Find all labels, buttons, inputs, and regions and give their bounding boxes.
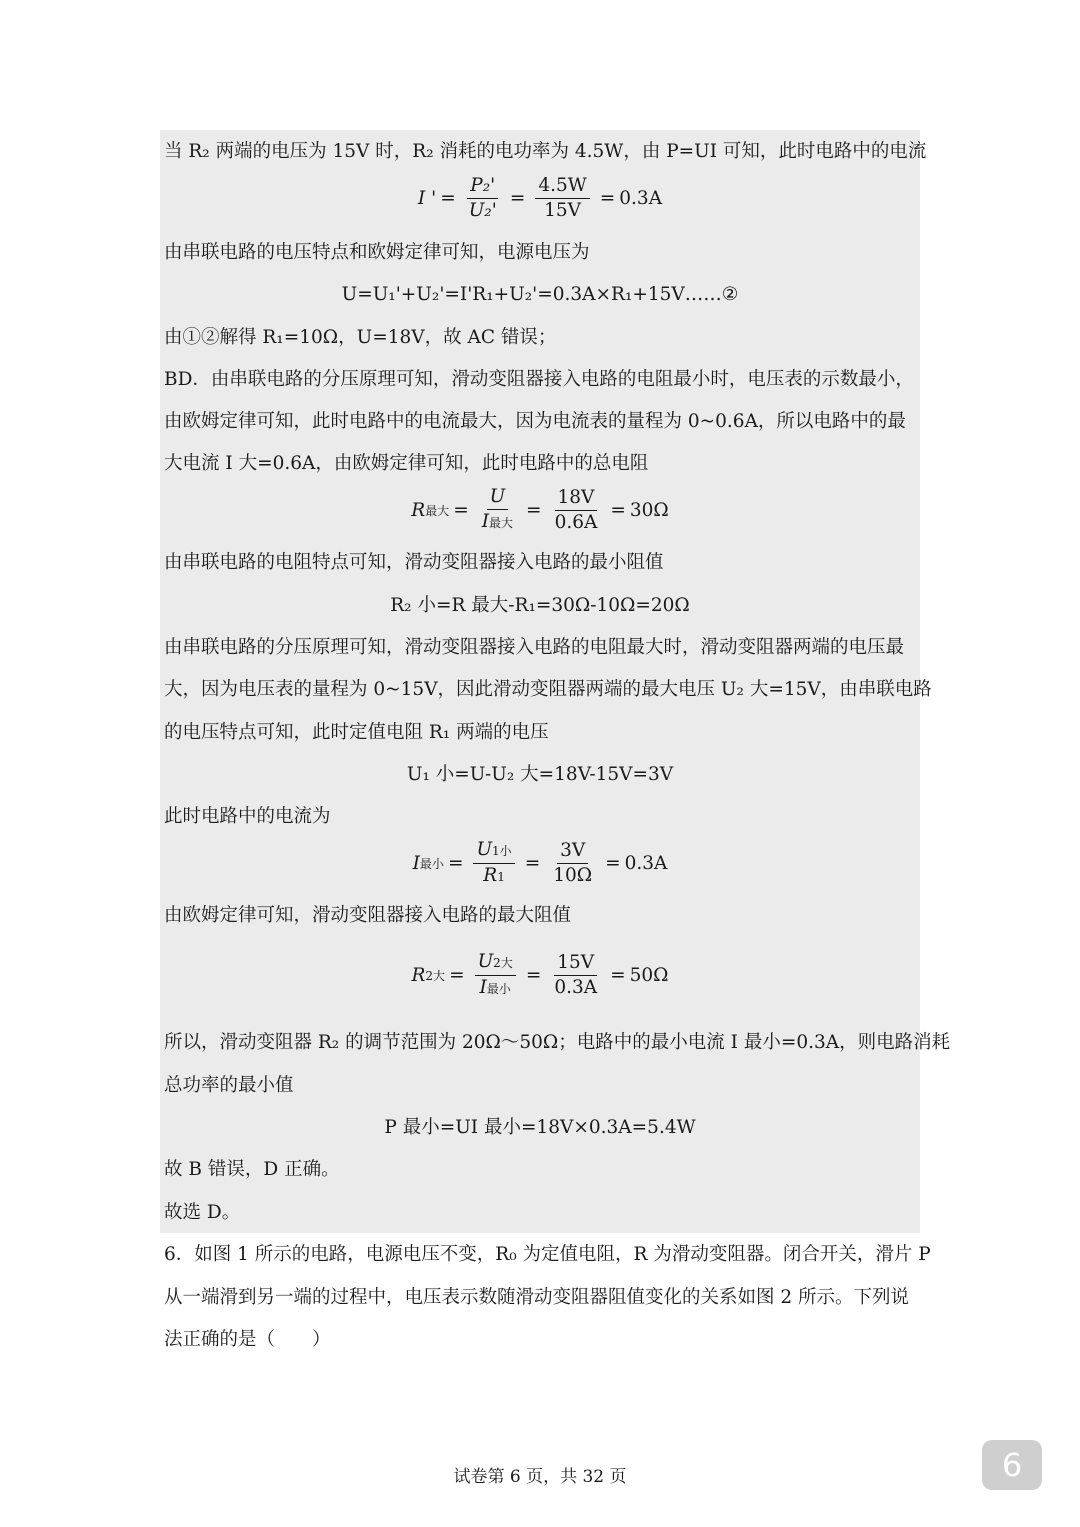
formula-result: 0.3A [624,853,668,874]
solution-line: 所以，滑动变阻器 R₂ 的调节范围为 20Ω～50Ω；电路中的最小电流 I 最小=0.3A，则电路消耗 [164,1032,951,1053]
fraction-denominator: 0.3A [554,977,598,998]
formula-result: 30Ω [629,499,669,521]
question-line: 6．如图 1 所示的电路，电源电压不变，R₀ 为定值电阻，R 为滑动变阻器。闭合开关，滑片 P [164,1244,931,1265]
formula-result: 50Ω [629,965,669,986]
subscript: 2大 [425,969,446,983]
subscript: 最大 [425,503,450,518]
solution-line: 大，因为电压表的量程为 0~15V，因此滑动变阻器两端的最大电压 U₂ 大=15V，由串联电路 [164,679,932,700]
fraction-numerator: U [476,839,493,860]
solution-line: 的电压特点可知，此时定值电阻 R₁ 两端的电压 [164,722,549,743]
solution-line: 由①②解得 R₁=10Ω，U=18V，故 AC 错误； [164,327,557,348]
subscript: 最小 [486,982,511,996]
question-line: 从一端滑到另一端的过程中，电压表示数随滑动变阻器阻值变化的关系如图 2 所示。下列说 [164,1287,910,1308]
fraction-numerator: 4.5W [535,174,589,199]
page-footer: 试卷第 6 页，共 32 页 [453,1467,627,1487]
solution-line: 总功率的最小值 [164,1075,294,1096]
solution-line: 由串联电路的电压特点和欧姆定律可知，电源电压为 [164,242,590,263]
solution-line: 由串联电路的分压原理可知，滑动变阻器接入电路的电阻最大时，滑动变阻器两端的电压最 [164,637,905,658]
solution-line: 由欧姆定律可知，滑动变阻器接入电路的最大阻值 [164,905,572,926]
subscript: 2大 [493,956,513,970]
formula-result: 0.3A [619,188,663,209]
equation: U=U₁'+U₂'=I'R₁+U₂'=0.3A×R₁+15V……② [341,284,739,305]
page-number-badge: 6 [982,1440,1042,1490]
equation: R₂ 小=R 最大-R₁=30Ω-10Ω=20Ω [390,595,690,616]
solution-line: 由串联电路的电阻特点可知，滑动变阻器接入电路的最小阻值 [164,552,664,573]
subscript: 最大 [489,516,514,530]
subscript: 1小 [492,844,512,858]
fraction-numerator: 3V [557,839,588,864]
solution-line: 故 B 错误，D 正确。 [164,1159,340,1180]
solution-line: 大电流 I 大=0.6A，由欧姆定律可知，此时电路中的总电阻 [164,453,649,474]
fraction-numerator: U [477,951,494,972]
formula-lhs: I ' [417,188,437,209]
fraction-numerator: 15V [554,951,597,976]
formula-min-current: I 最小 = $\frac{\text{U1小}}{R1}$ = $\frac{3V}{10\Omega}$ = 0.3A [412,839,668,886]
fraction-denominator: I [481,511,490,532]
fraction-denominator: 15V [544,200,581,221]
equation: P 最小=UI 最小=18V×0.3A=5.4W [384,1117,696,1138]
fraction-numerator: U [487,485,509,510]
solution-line: 故选 D。 [164,1202,241,1223]
solution-line: 此时电路中的电流为 [164,806,331,827]
solution-line: BD．由串联电路的分压原理可知，滑动变阻器接入电路的电阻最小时，电压表的示数最小， [164,369,914,390]
formula-total-resistance: R 最大 = $\frac{U}{\text{I最大}}$ = $\frac{18V}{0.6A}$ = 30Ω [411,486,669,533]
fraction-denominator: 0.6A [554,511,598,533]
fraction-denominator: U₂' [468,200,497,221]
subscript: 1 [497,870,505,884]
fraction-numerator: P₂' [467,174,498,199]
formula-lhs: R [411,965,426,986]
equation: U₁ 小=U-U₂ 大=18V-15V=3V [406,764,674,785]
fraction-denominator: 10Ω [553,865,593,886]
formula-lhs: R [411,499,426,521]
formula-lhs: I [412,853,420,874]
solution-line: 当 R₂ 两端的电压为 15V 时，R₂ 消耗的电功率为 4.5W，由 P=UI 可知，此时电路中的电流 [164,141,927,162]
fraction-denominator: R [483,865,498,886]
fraction-denominator: I [479,977,487,998]
question-line: 法正确的是（ ） [164,1329,331,1350]
fraction-numerator: 18V [555,486,598,511]
subscript: 最小 [419,857,444,871]
formula-max-resistance: R 2大 = $\frac{\text{U2大}}{\text{I最小}}$ = $\frac{15V}{0.3A}$ = 50Ω [411,951,669,998]
formula-current: I ' = $\frac{\text{P₂'}}{\text{U₂'}}$ = $\frac{4.5W}{15V}$ = 0.3A [417,175,663,221]
solution-line: 由欧姆定律可知，此时电路中的电流最大，因为电流表的量程为 0~0.6A，所以电路中的最 [164,411,906,432]
